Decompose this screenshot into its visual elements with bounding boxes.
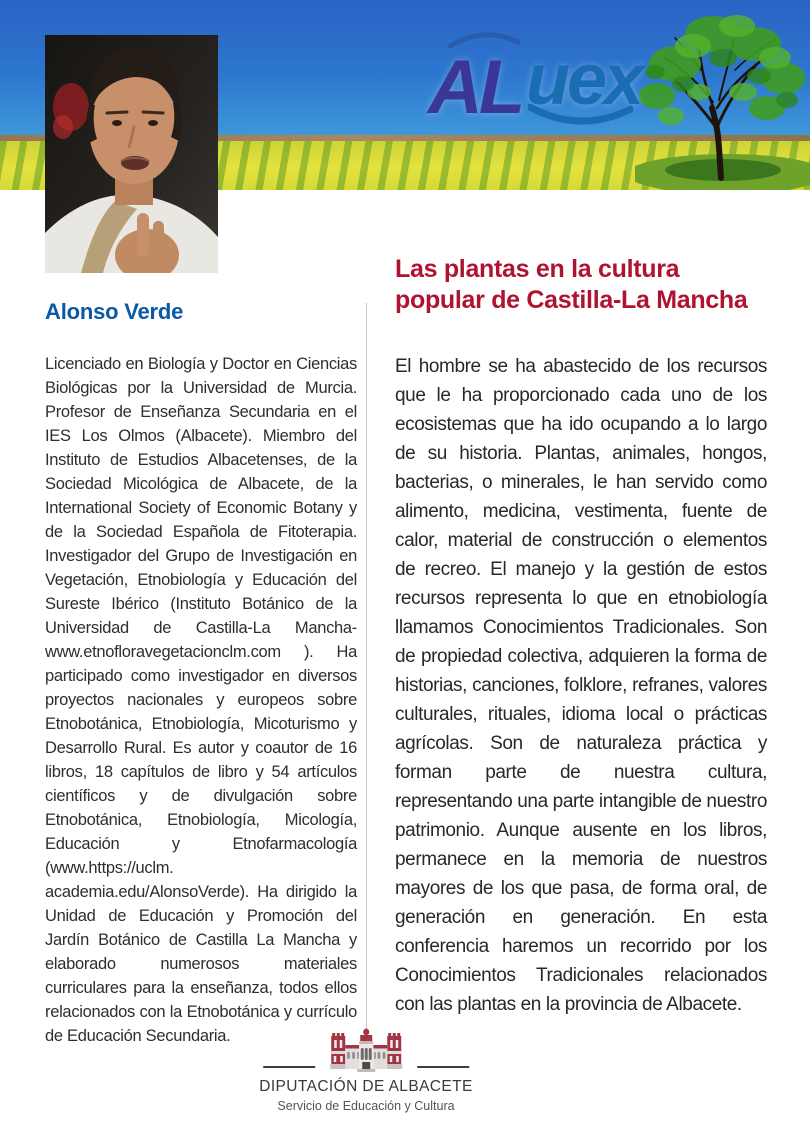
diputacion-building-icon	[329, 1028, 403, 1074]
logo-text-al: AL	[428, 45, 522, 130]
lecture-abstract: El hombre se ha abastecido de los recursos que le ha proporcionado cada uno de los ecosistemas que ha ido ocupando a lo largo de su historia. Plantas, animales, hongos, bacterias, o minerales, le han servido como alimento, medicina, vestimenta, fuente de calor, material de construcción o elementos de recreo. El manejo y la gestión de estos recursos representa lo que en etnobiología llamamos Conocimientos Tradicionales. Son de propiedad colectiva, adquieren la forma de historias, canciones, folklore, refranes, valores culturales, rituales, idioma local o prácticas agrícolas. Son de naturaleza práctica y forman parte de nuestra cultura, representando una parte intangible de nuestro patrimonio. Aunque ausente en los libros, permanece en la memoria de nuestros mayores de los que pasa, de forma oral, de generación en generación. En esta conferencia haremos un recorrido por los Conocimientos Tradicionales relacionados con las plantas en la provincia de Albacete.	[395, 356, 767, 1015]
lecture-title: Las plantas en la cultura popular de Castilla-La Mancha	[395, 255, 748, 314]
speaker-photo	[45, 35, 218, 273]
footer	[259, 1028, 473, 1113]
speaker-name: Alonso Verde	[45, 299, 184, 324]
speaker-bio: Licenciado en Biología y Doctor en Ciencias Biológicas por la Universidad de Murcia. Profesor de Enseñanza Secundaria en el IES Los Olmos (Albacete). Miembro del Instituto de Estudios Albacetenses, de la Sociedad Micológica de Albacete, de la International Society of Economic Botany y de la Sociedad Española de Fitoterapia. Investigador del Grupo de Investigación en Vegetación, Etnobiología y Educación del Sureste Ibérico (Instituto Botánico de la Universidad de Castilla-La Mancha- www.etnofloravegetacionclm.com ). Ha participado como investigador en diversos proyectos nacionales y europeos sobre Etnobotánica, Etnobiología, Micoturismo y Desarrollo Rural. Es autor y coautor de 16 libros, 18 capítulos de libro y 54 artículos científicos y de divulgación sobre Etnobotánica, Etnobiología, Micología, Educación y Etnofarmacología (www.https://uclm. academia.edu/AlonsoVerde). Ha dirigido la Unidad de Educación y Promoción del Jardín Botánico de Castilla La Mancha y elaborado numerosos materiales curriculares para la enseñanza, todos ellos relacionados con la Etnobotánica y currículo de Educación Secundaria.	[45, 355, 357, 1045]
footer-rule-left	[263, 1066, 315, 1068]
logo-swoosh-icon	[528, 104, 633, 132]
footer-organization: DIPUTACIÓN DE ALBACETE	[259, 1078, 473, 1095]
logo-text-uex: uex	[526, 40, 642, 120]
column-divider	[366, 303, 367, 1030]
aluex-logo	[428, 28, 668, 133]
footer-department: Servicio de Educación y Cultura	[277, 1099, 455, 1113]
footer-rule-right	[417, 1066, 469, 1068]
footer-emblem	[263, 1028, 469, 1074]
